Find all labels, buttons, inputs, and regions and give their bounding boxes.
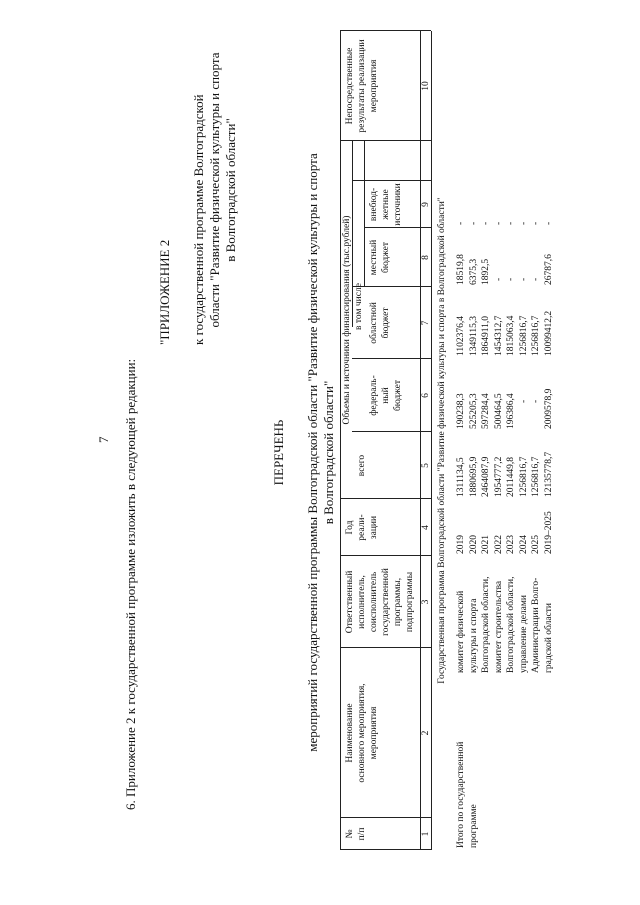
col-num-6: 6 <box>421 393 431 398</box>
col-num-7: 7 <box>421 320 431 326</box>
header-extra: внебюд- жетные источники <box>369 183 403 226</box>
document-title: ПЕРЕЧЕНЬ <box>271 419 286 486</box>
header-local: местный бюджет <box>369 239 391 276</box>
row-local: 18519,8 6375,3 1892,5 - - - - 26787,6 <box>456 254 554 285</box>
col-num-9: 9 <box>421 202 431 207</box>
col-num-4: 4 <box>421 525 431 530</box>
intro-paragraph: 6. Приложение 2 к государственной программе изложить в следующей редакции: <box>123 358 138 810</box>
row-name: Итого по государственной программе <box>456 741 479 848</box>
col-num-2: 2 <box>421 730 431 736</box>
col-num-1: 1 <box>421 831 431 837</box>
header-results: Непосредственные результаты реализации мероприятия <box>345 39 379 133</box>
appendix-ref-line-2: области "Развитие физической культуры и спорта <box>207 52 222 328</box>
row-executor: комитет физической культуры и спорта Волгоградской области, комитет строительства Волгоградской области, управление делами Администрации Волго- градской области <box>456 576 554 673</box>
header-federal: федераль- ный бюджет <box>369 375 403 416</box>
document-subtitle-line-1: мероприятий государственной программы Волгоградской области "Развитие физической культуры и спорта <box>305 153 320 752</box>
header-total: всего <box>357 454 367 477</box>
header-executor: Ответственный исполнитель, соисполнитель государственной программы, подпрограммы <box>345 568 415 636</box>
header-no: № п/п <box>345 827 367 841</box>
col-num-3: 3 <box>421 599 431 605</box>
row-extra: - - - - - - - - <box>456 221 554 225</box>
appendix-ref-line-1: к государственной программе Волгоградской <box>191 94 206 345</box>
col-num-10: 10 <box>421 81 431 91</box>
header-regional: областной бюджет <box>369 302 391 344</box>
header-funding: Объемы и источники финансирования (тыс.рублей) <box>342 215 352 425</box>
row-regional: 1102376,4 1349115,3 1864911,0 1454312,7 1815063,4 1256816,7 1256816,7 10099412,2 <box>456 310 554 356</box>
col-num-8: 8 <box>421 255 431 260</box>
appendix-title: "ПРИЛОЖЕНИЕ 2 <box>157 239 172 345</box>
page-number: 7 <box>96 436 111 443</box>
header-in-that: в том числе <box>354 283 364 330</box>
appendix-ref-line-3: в Волгоградской области" <box>223 118 238 262</box>
row-years: 2019 2020 2021 2022 2023 2024 2025 2019–2025 <box>456 511 554 554</box>
row-federal: 190238,3 525205,3 597284,4 500464,5 196386,4 - - 2009578,9 <box>456 388 554 429</box>
header-year: Год реали- зации <box>345 514 379 541</box>
col-num-5: 5 <box>421 463 431 468</box>
section-title: Государственная программа Волгоградской области "Развитие физической культуры и спорта в Волгоградской области" <box>437 197 447 684</box>
row-total: 1311134,5 1880695,9 2464087,9 1954777,2 2011449,8 1256816,7 1256816,7 12135778,7 <box>456 451 554 497</box>
header-name: Наименование основного мероприятия, мероприятия <box>345 683 379 783</box>
document-subtitle-line-2: в Волгоградской области" <box>321 380 336 525</box>
